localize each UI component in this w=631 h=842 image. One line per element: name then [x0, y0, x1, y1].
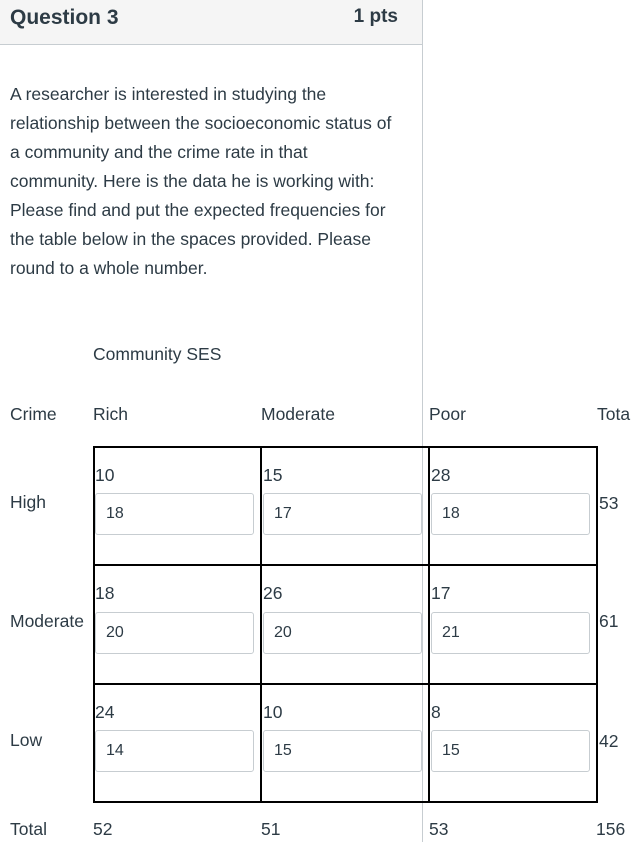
expected-frequency-input[interactable]	[263, 493, 422, 535]
column-header-moderate: Moderate	[261, 404, 335, 424]
observed-value: 28	[431, 465, 451, 485]
column-total: 52	[93, 819, 113, 839]
question-header	[0, 0, 422, 45]
column-header-total: Tota	[597, 404, 631, 424]
row-label-high: High	[10, 492, 46, 512]
expected-frequency-input[interactable]	[95, 730, 254, 772]
question-title: Question 3	[10, 6, 119, 29]
table-divider	[260, 446, 262, 803]
observed-value: 15	[263, 465, 283, 485]
expected-frequency-input[interactable]	[95, 493, 254, 535]
grand-total: 156	[596, 819, 626, 839]
expected-frequency-input[interactable]	[431, 493, 590, 535]
row-label-moderate: Moderate	[10, 611, 84, 631]
column-header-poor: Poor	[429, 404, 466, 424]
row-total: 42	[599, 731, 619, 751]
observed-value: 26	[263, 583, 283, 603]
expected-frequency-input[interactable]	[263, 612, 422, 654]
observed-value: 24	[95, 702, 115, 722]
table-divider	[93, 683, 598, 685]
question-text: A researcher is interested in studying the relationship between the socioeconomic status of a community and the crime rate in that community. Here is the data he is working with: Please find and put the expected frequencies for the table below in the spaces provided. Please round to a whole number.	[10, 84, 392, 278]
column-total: 53	[429, 819, 449, 839]
table-divider	[428, 446, 430, 803]
row-header-crime: Crime	[10, 404, 57, 424]
column-header-rich: Rich	[93, 404, 129, 424]
total-row-label: Total	[10, 819, 47, 839]
observed-value: 10	[263, 702, 283, 722]
column-total: 51	[261, 819, 281, 839]
observed-value: 8	[431, 702, 441, 722]
expected-frequency-input[interactable]	[431, 730, 590, 772]
question-points: 1 pts	[353, 6, 398, 27]
expected-frequency-input[interactable]	[95, 612, 254, 654]
observed-value: 18	[95, 583, 115, 603]
row-total: 61	[599, 611, 619, 631]
observed-value: 17	[431, 583, 451, 603]
row-total: 53	[599, 493, 619, 513]
table-caption: Community SES	[93, 344, 222, 364]
expected-frequency-input[interactable]	[263, 730, 422, 772]
observed-value: 10	[95, 465, 115, 485]
table-divider	[93, 564, 598, 566]
row-label-low: Low	[10, 730, 43, 750]
expected-frequency-input[interactable]	[431, 612, 590, 654]
